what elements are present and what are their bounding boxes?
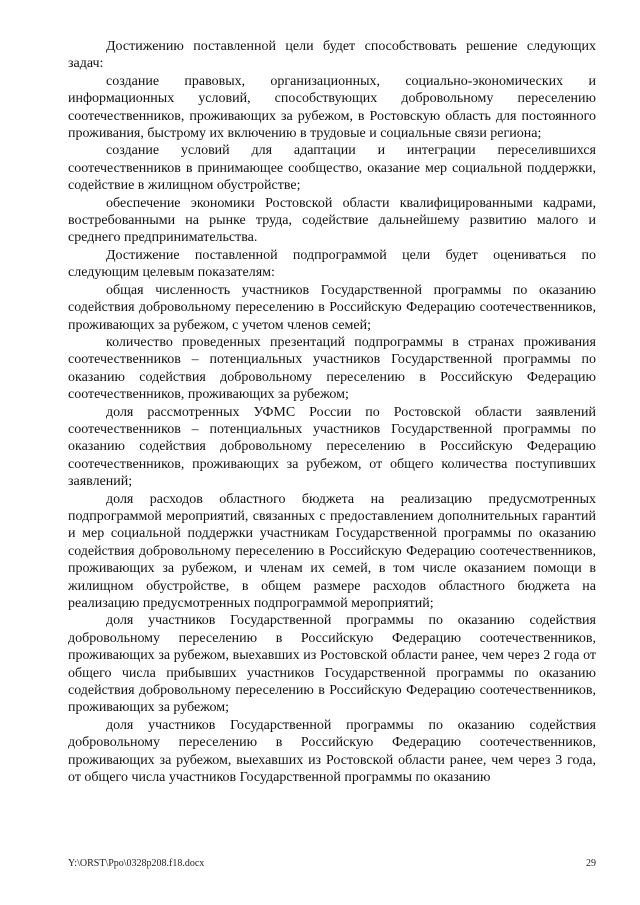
paragraph-indicator-budget-share: доля расходов областного бюджета на реализацию предусмотренных подпрограммой мероприятий, связанных с предоставлением дополнительных гарантий и мер социальной поддержки участникам Государственной программы по оказанию содействия добровольному переселению в Российскую Федерацию соотечественников, проживающих за рубежом, и членам их семей, в том числе оказанием помощи в жилищном обустройстве, в общем размере расходов областного бюджета на реализацию предусмотренных подпрограммой мероприятий;: [68, 491, 596, 611]
paragraph-indicator-departed-3-years: доля участников Государственной программы по оказанию содействия добровольному переселению в Российскую Федерацию соотечественников, проживающих за рубежом, выехавших из Ростовской области ранее, чем через 3 года, от общего числа участников Государственной программы по оказанию: [68, 717, 596, 786]
paragraph-intro: Достижению поставленной цели будет способствовать решение следующих задач:: [68, 39, 596, 72]
footer-file-path: Y:\ORST\Ppo\0328p208.f18.docx: [68, 858, 205, 869]
paragraph-task-legal-conditions: создание правовых, организационных, социально-экономических и информационных условий, способствующих добровольному переселению соотечественников, проживающих за рубежом, в Ростовскую область для постоянного проживания, быстрому их включению в трудовые и социальные связи региона;: [68, 73, 596, 142]
paragraph-task-economy: обеспечение экономики Ростовской области квалифицированными кадрами, востребованными на рынке труда, содействие дальнейшему развитию малого и среднего предпринимательства.: [68, 195, 596, 246]
document-body: [68, 38, 596, 786]
paragraph-indicator-departed-2-years: доля участников Государственной программы по оказанию содействия добровольному переселению в Российскую Федерацию соотечественников, проживающих за рубежом, выехавших из Ростовской области ранее, чем через 2 года от общего числа прибывших участников Государственной программы по оказанию содействия добровольному переселению в Российскую Федерацию соотечественников, проживающих за рубежом;: [68, 613, 596, 716]
paragraph-indicator-applications-share: доля рассмотренных УФМС России по Ростовской области заявлений соотечественников – потенциальных участников Государственной программы по оказанию содействия добровольному переселению в Российскую Федерацию соотечественников, проживающих за рубежом, от общего количества поступивших заявлений;: [68, 404, 596, 490]
paragraph-indicators-intro: Достижение поставленной подпрограммой цели будет оцениваться по следующим целевым показателям:: [68, 247, 596, 281]
page-number: 29: [586, 858, 596, 869]
paragraph-task-adaptation: создание условий для адаптации и интеграции переселившихся соотечественников в принимающее сообщество, оказание мер социальной поддержки, содействие в жилищном обустройстве;: [68, 143, 596, 194]
paragraph-indicator-presentations: количество проведенных презентаций подпрограммы в странах проживания соотечественников – потенциальных участников Государственной программы по оказанию содействия добровольному переселению в Российскую Федерацию соотечественников, проживающих за рубежом;: [68, 334, 596, 403]
paragraph-indicator-participants-count: общая численность участников Государственной программы по оказанию содействия добровольному переселению в Российскую Федерацию соотечественников, проживающих за рубежом, с учетом членов семей;: [68, 282, 596, 333]
